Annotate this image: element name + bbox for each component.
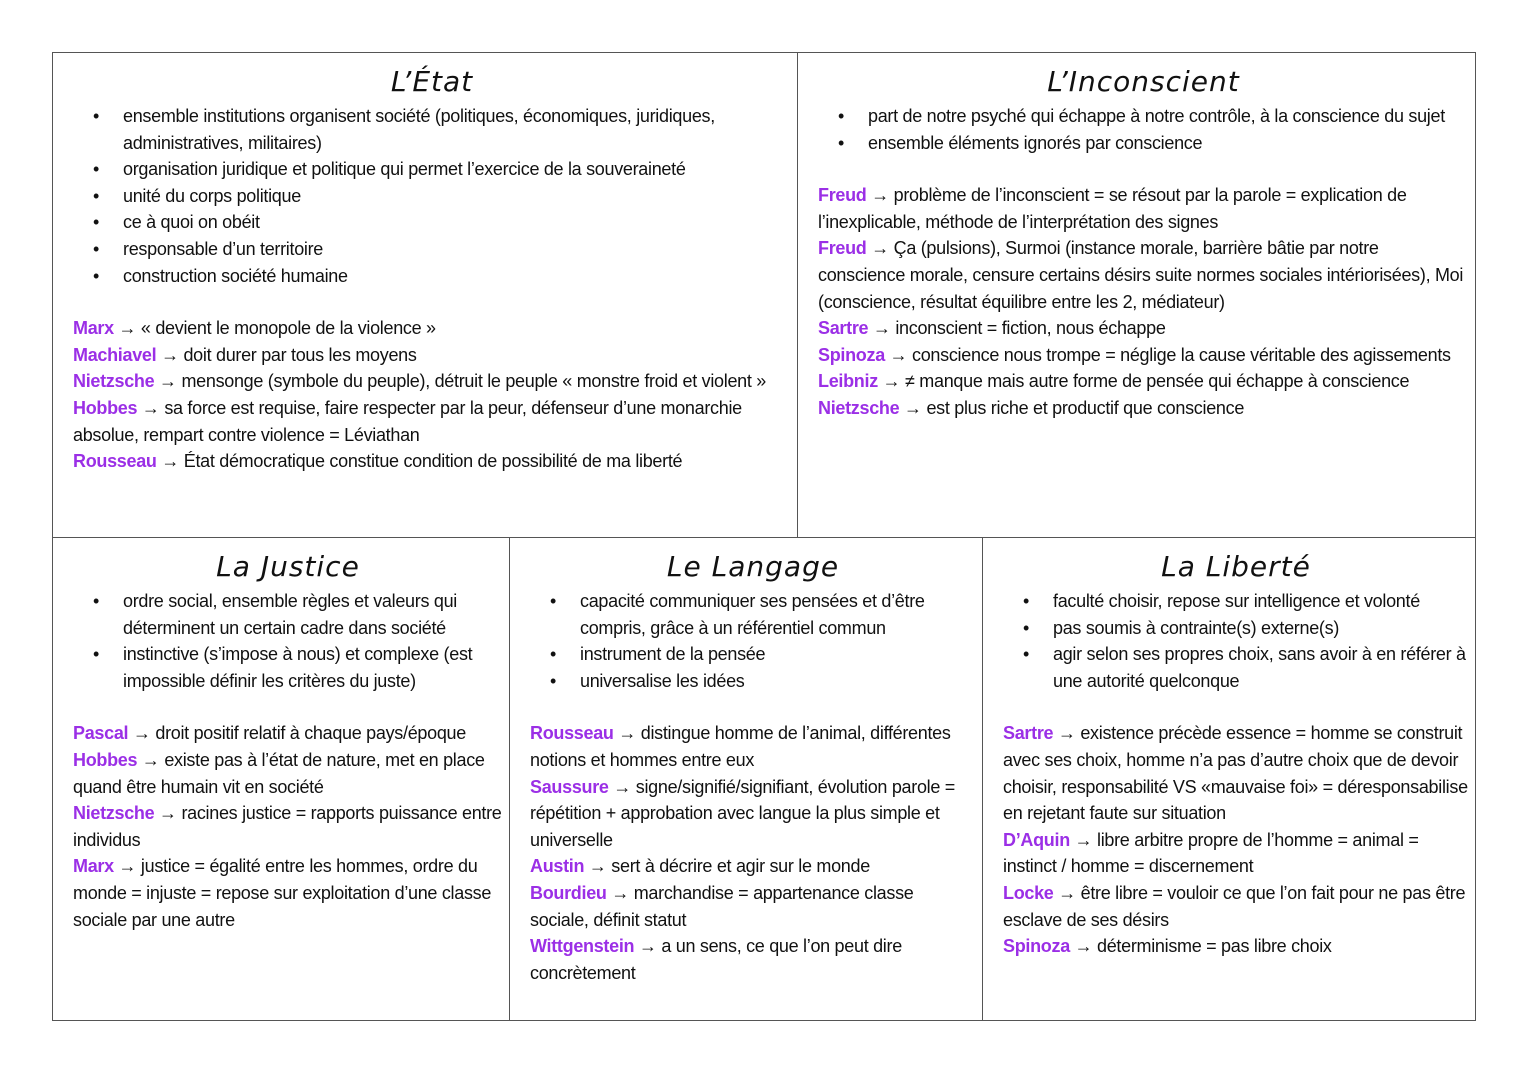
section-etat — [53, 53, 798, 538]
philosopher-idea: → existence précède essence = homme se construit avec ses choix, homme n’a pas d’autre choix que de devoir choisir, responsabilité VS «mauvaise foi» = déresponsabilise en rejetant faute sur situation — [1003, 723, 1468, 824]
philosopher-entry — [530, 774, 976, 854]
philosopher-name: Marx — [73, 856, 114, 877]
philosopher-idea: → Ça (pulsions), Surmoi (instance morale, barrière bâtie par notre conscience morale, censure certains désirs suite normes sociales intériorisées), Moi (conscience, résultat équilibre entre les 2, médiateur) — [818, 238, 1464, 312]
section-title: L’Inconscient — [1047, 65, 1240, 98]
philosopher-name: Leibniz — [818, 371, 878, 392]
definition-item: • part de notre psyché qui échappe à notre contrôle, à la conscience du sujet — [868, 103, 1469, 130]
philosopher-name: Nietzsche — [818, 397, 900, 418]
philosopher-name: Sartre — [1003, 723, 1054, 744]
philosopher-idea: → racines justice = rapports puissance entre individus — [73, 803, 502, 850]
philosopher-name: D’Aquin — [1003, 829, 1070, 850]
philosopher-name: Freud — [818, 238, 867, 259]
philosopher-name: Spinoza — [1003, 936, 1070, 957]
philosopher-entry — [818, 315, 1469, 342]
definition-list — [73, 103, 791, 289]
definition-item: • faculté choisir, repose sur intelligence et volonté — [1053, 588, 1469, 615]
philosopher-idea: → déterminisme = pas libre choix — [1074, 936, 1332, 957]
philosopher-entry — [73, 368, 791, 395]
section-title: Le Langage — [666, 550, 840, 583]
philosopher-entry — [530, 933, 976, 986]
philosopher-idea: → marchandise = appartenance classe sociale, définit statut — [530, 882, 914, 930]
definition-item: • organisation juridique et politique qui permet l’exercice de la souveraineté — [123, 156, 791, 183]
philosopher-idea: → doit durer par tous les moyens — [161, 344, 417, 365]
section-justice — [53, 538, 510, 1020]
section-title: La Justice — [216, 550, 360, 583]
philosopher-entry — [73, 315, 791, 342]
definition-item: • ce à quoi on obéit — [123, 209, 791, 236]
philosopher-entry — [530, 720, 976, 773]
philosopher-entry — [818, 235, 1469, 315]
philosopher-name: Marx — [73, 318, 114, 339]
philosopher-entry — [818, 368, 1469, 395]
philosopher-name: Sartre — [818, 318, 869, 339]
philosopher-entry — [73, 342, 791, 369]
definition-item: • construction société humaine — [123, 263, 791, 290]
philosopher-idea: → distingue homme de l’animal, différentes notions et hommes entre eux — [530, 723, 951, 770]
philosopher-name: Wittgenstein — [530, 936, 635, 957]
philosopher-entry — [818, 182, 1469, 235]
philosopher-entry — [1003, 720, 1469, 826]
philosopher-name: Locke — [1003, 882, 1054, 903]
philosopher-name: Freud — [818, 185, 867, 206]
philosopher-idea: → sa force est requise, faire respecter par la peur, défenseur d’une monarchie absolue, rempart contre violence = Léviathan — [73, 397, 742, 445]
philosopher-entry — [818, 395, 1469, 422]
section-langage — [510, 538, 983, 1020]
philosopher-entry — [73, 747, 503, 800]
summary-sheet — [52, 52, 1476, 1021]
philosopher-entry — [73, 720, 503, 747]
philosopher-name: Saussure — [530, 776, 609, 797]
philosopher-name: Rousseau — [530, 723, 614, 744]
philosopher-name: Hobbes — [73, 749, 138, 770]
definition-item: • ordre social, ensemble règles et valeurs qui déterminent un certain cadre dans société — [123, 588, 503, 641]
philosopher-entry — [73, 800, 503, 853]
definition-item: • ensemble éléments ignorés par conscience — [868, 130, 1469, 157]
definition-list — [1003, 588, 1469, 694]
definition-item: • instrument de la pensée — [580, 641, 976, 668]
philosopher-entry — [818, 342, 1469, 369]
philosopher-idea: → conscience nous trompe = néglige la cause véritable des agissements — [889, 344, 1451, 365]
philosopher-entry — [1003, 933, 1469, 960]
philosopher-idea: → ≠ manque mais autre forme de pensée qui échappe à conscience — [882, 371, 1410, 392]
definition-item: • agir selon ses propres choix, sans avoir à en référer à une autorité quelconque — [1053, 641, 1469, 694]
definition-item: • unité du corps politique — [123, 183, 791, 210]
philosopher-idea: → « devient le monopole de la violence » — [118, 318, 436, 339]
philosopher-name: Nietzsche — [73, 803, 155, 824]
philosopher-name: Hobbes — [73, 397, 138, 418]
philosopher-entry — [1003, 880, 1469, 933]
philosopher-idea: → État démocratique constitue condition de possibilité de ma liberté — [161, 451, 683, 472]
philosopher-idea: → a un sens, ce que l’on peut dire concrètement — [530, 936, 902, 983]
definition-item: • ensemble institutions organisent société (politiques, économiques, juridiques, administratives, militaires) — [123, 103, 791, 156]
section-title: La Liberté — [1161, 550, 1311, 583]
definition-item: • instinctive (s’impose à nous) et complexe (est impossible définir les critères du juste) — [123, 641, 503, 694]
definition-item: • responsable d’un territoire — [123, 236, 791, 263]
philosopher-idea: → justice = égalité entre les hommes, ordre du monde = injuste = repose sur exploitation d’une classe sociale par une autre — [73, 856, 492, 930]
philosopher-idea: → est plus riche et productif que conscience — [904, 397, 1245, 418]
philosopher-idea: → sert à décrire et agir sur le monde — [588, 856, 870, 877]
philosopher-idea: → mensonge (symbole du peuple), détruit le peuple « monstre froid et violent » — [159, 371, 766, 392]
philosopher-entry — [73, 448, 791, 475]
philosopher-idea: → être libre = vouloir ce que l’on fait pour ne pas être esclave de ses désirs — [1003, 882, 1466, 930]
philosopher-idea: → problème de l’inconscient = se résout par la parole = explication de l’inexplicable, méthode de l’interprétation des signes — [818, 185, 1407, 232]
philosopher-entry — [530, 853, 976, 880]
definition-item: • pas soumis à contrainte(s) externe(s) — [1053, 615, 1469, 642]
philosopher-name: Spinoza — [818, 344, 885, 365]
philosopher-entry — [73, 395, 791, 448]
philosopher-name: Pascal — [73, 723, 129, 744]
philosopher-entry — [1003, 827, 1469, 880]
philosopher-name: Machiavel — [73, 344, 157, 365]
philosopher-entry — [530, 880, 976, 933]
philosopher-name: Nietzsche — [73, 371, 155, 392]
definition-list — [818, 103, 1469, 156]
philosopher-name: Bourdieu — [530, 882, 607, 903]
philosopher-name: Rousseau — [73, 451, 157, 472]
philosopher-idea: → existe pas à l’état de nature, met en place quand être humain vit en société — [73, 749, 485, 797]
philosopher-idea: → droit positif relatif à chaque pays/époque — [132, 723, 466, 744]
section-liberte — [983, 538, 1475, 1020]
philosopher-idea: → inconscient = fiction, nous échappe — [872, 318, 1166, 339]
philosopher-idea: → signe/signifié/signifiant, évolution parole = répétition + approbation avec langue la plus simple et universelle — [530, 776, 955, 850]
section-title: L’État — [390, 65, 474, 98]
philosopher-idea: → libre arbitre propre de l’homme = animal = instinct / homme = discernement — [1003, 829, 1419, 877]
section-inconscient — [798, 53, 1475, 538]
definition-item: • capacité communiquer ses pensées et d’être compris, grâce à un référentiel commun — [580, 588, 976, 641]
philosopher-entry — [73, 853, 503, 933]
definition-list — [530, 588, 976, 694]
definition-list — [73, 588, 503, 694]
philosopher-name: Austin — [530, 856, 585, 877]
definition-item: • universalise les idées — [580, 668, 976, 695]
